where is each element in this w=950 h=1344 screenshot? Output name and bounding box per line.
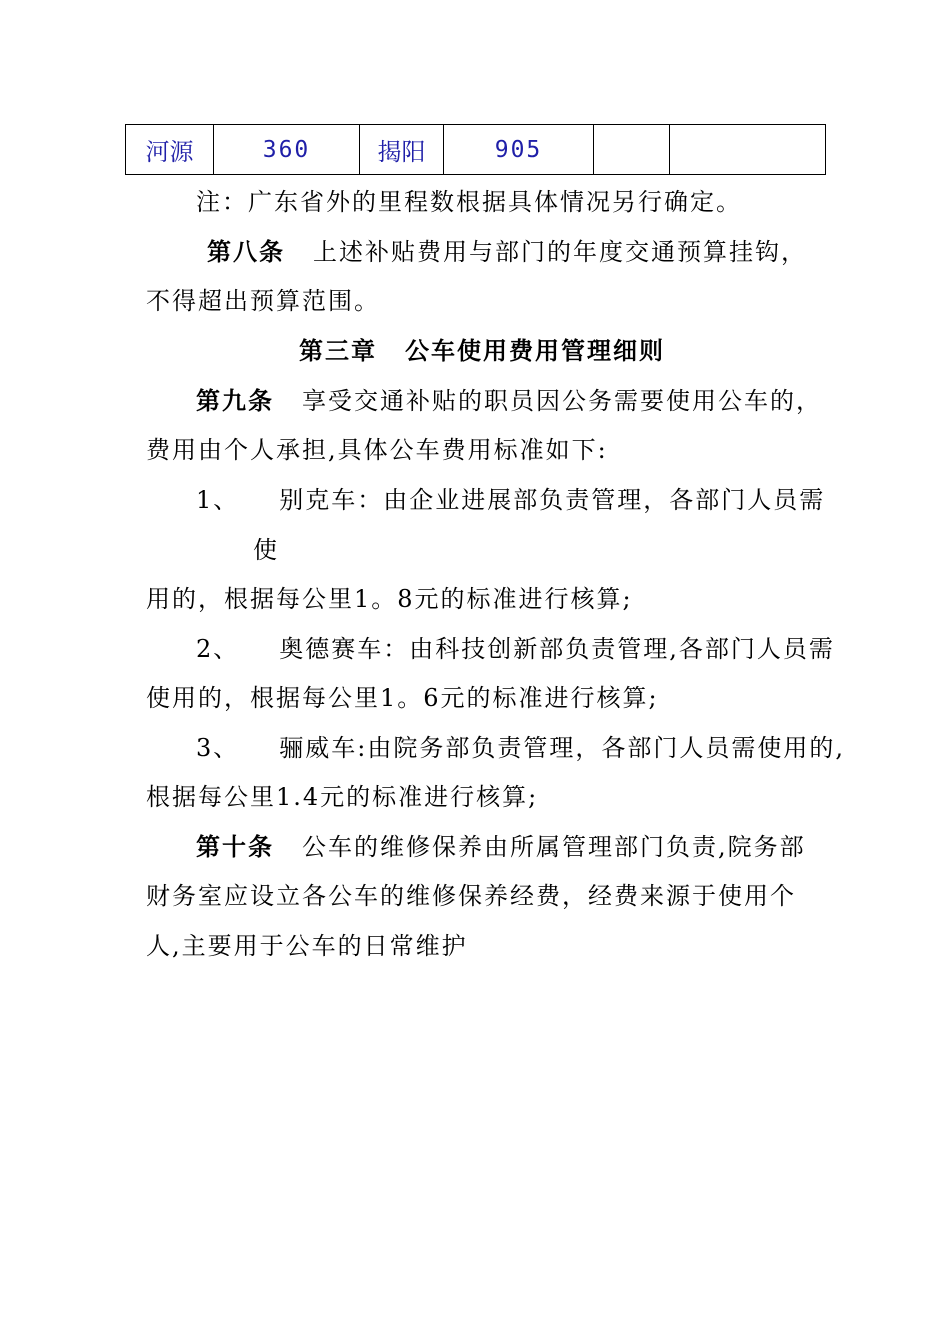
list-item-continued: 使用的，根据每公里1。6元的标准进行核算; [146, 684, 659, 712]
article-10-line2: 财务室应设立各公车的维修保养经费，经费来源于使用个 [146, 882, 796, 910]
list-item [196, 484, 825, 516]
distance-value: 360 [214, 125, 360, 175]
article-8-line2: 不得超出预算范围。 [146, 287, 380, 315]
table-row [126, 125, 826, 175]
list-item-number: 3、 [196, 734, 240, 762]
list-item-text: 奥德赛车：由科技创新部负责管理,各部门人员需 [279, 635, 835, 663]
article-9-line2: 费用由个人承担,具体公车费用标准如下: [146, 436, 608, 464]
city-name: 河源 [126, 125, 214, 175]
article-9-line1 [196, 385, 822, 417]
article-8-heading: 第八条 [207, 237, 285, 266]
list-item-text: 骊威车:由院务部负责管理，各部门人员需使用的, [279, 734, 845, 762]
list-item-text: 别克车：由企业进展部负责管理，各部门人员需 [279, 486, 826, 514]
list-item-wrap: 使 [253, 536, 279, 564]
article-10-heading: 第十条 [196, 832, 274, 861]
chapter-title: 公车使用费用管理细则 [405, 336, 665, 365]
chapter-number: 第三章 [299, 336, 377, 365]
table-note: 注：广东省外的里程数根据具体情况另行确定。 [196, 188, 742, 216]
list-item [196, 633, 835, 665]
article-9-text: 享受交通补贴的职员因公务需要使用公车的， [302, 387, 822, 415]
empty-cell [670, 125, 826, 175]
article-8-text: 上述补贴费用与部门的年度交通预算挂钩， [313, 238, 807, 266]
list-item-number: 1、 [196, 486, 240, 514]
article-10-text: 公车的维修保养由所属管理部门负责,院务部 [302, 833, 806, 861]
distance-value: 905 [444, 125, 594, 175]
list-item-continued: 根据每公里1.4元的标准进行核算; [146, 783, 539, 811]
chapter-3-heading [299, 335, 665, 367]
list-item-continued: 用的，根据每公里1。8元的标准进行核算; [146, 585, 633, 613]
article-10-line1 [196, 831, 806, 863]
list-item-number: 2、 [196, 635, 240, 663]
city-name: 揭阳 [360, 125, 444, 175]
list-item [196, 732, 845, 764]
empty-cell [594, 125, 670, 175]
mileage-table [125, 124, 826, 175]
article-9-heading: 第九条 [196, 386, 274, 415]
article-10-line3: 人,主要用于公车的日常维护 [146, 932, 468, 960]
article-8-line1 [207, 236, 807, 268]
